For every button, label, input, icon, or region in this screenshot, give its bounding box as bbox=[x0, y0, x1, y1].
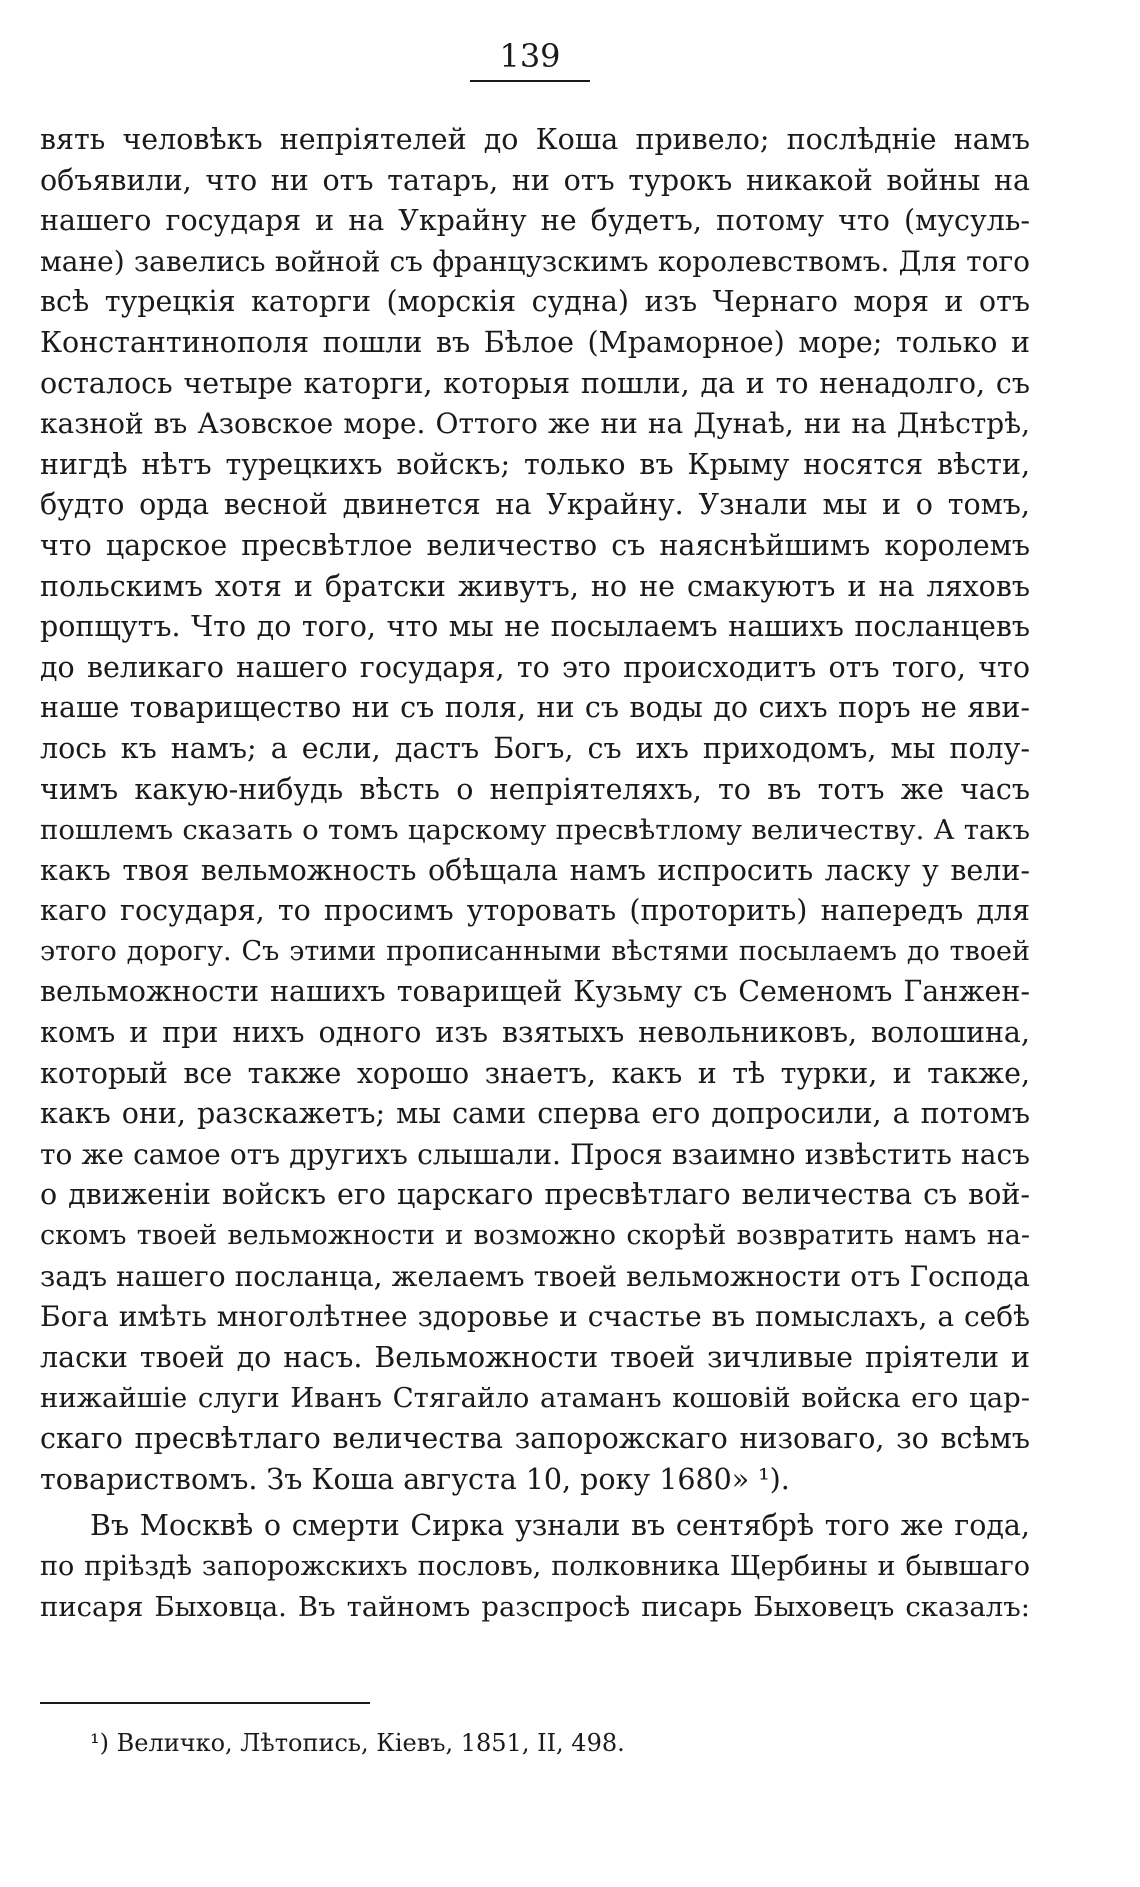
text-line: какъ они, разскажетъ; мы сами сперва его допросили, а потомъ bbox=[40, 1097, 1030, 1131]
body-text bbox=[40, 120, 1030, 1628]
text-line: товариствомъ. Зъ Коша августа 10, року 1680» ¹). bbox=[40, 1462, 790, 1496]
text-line: наше товарищество ни съ поля, ни съ воды до сихъ поръ не яви- bbox=[40, 691, 1030, 725]
footnote: ¹) Величко, Лѣтопись, Кіевъ, 1851, II, 498. bbox=[90, 1729, 625, 1757]
text-line: пошлемъ сказать о томъ царскому пресвѣтлому величеству. А такъ bbox=[40, 814, 1030, 847]
text-line: мане) завелись войной съ французскимъ королевствомъ. Для того bbox=[40, 244, 1030, 278]
text-line: лось къ намъ; а если, дастъ Богъ, съ ихъ приходомъ, мы полу- bbox=[40, 731, 1030, 765]
text-line: по пріѣздѣ запорожскихъ пословъ, полковника Щербины и бывшаго bbox=[40, 1550, 1030, 1582]
text-line: нашего государя и на Украйну не будетъ, потому что (мусуль- bbox=[40, 204, 1030, 238]
text-line: объявили, что ни отъ татаръ, ни отъ турокъ никакой войны на bbox=[40, 163, 1030, 197]
text-line: будто орда весной двинется на Украйну. Узнали мы и о томъ, bbox=[40, 488, 1030, 522]
text-line: ропщутъ. Что до того, что мы не посылаемъ нашихъ посланцевъ bbox=[40, 610, 1030, 644]
text-line: скомъ твоей вельможности и возможно скорѣй возвратить намъ на- bbox=[40, 1220, 1030, 1252]
text-line: комъ и при нихъ одного изъ взятыхъ невольниковъ, волошина, bbox=[40, 1016, 1030, 1050]
text-line: польскимъ хотя и братски живутъ, но не смакуютъ и на ляховъ bbox=[40, 569, 1030, 603]
text-line: каго государя, то просимъ уторовать (проторить) напередъ для bbox=[40, 894, 1030, 928]
text-line: скаго пресвѣтлаго величества запорожскаго низоваго, зо всѣмъ bbox=[40, 1422, 1030, 1455]
text-line: Константинополя пошли въ Бѣлое (Мраморное) море; только и bbox=[40, 325, 1030, 359]
text-line: чимъ какую-нибудь вѣсть о непріятеляхъ, то въ тотъ же часъ bbox=[40, 772, 1030, 806]
text-line: Въ Москвѣ о смерти Сирка узнали въ сентябрѣ того же года, bbox=[90, 1509, 1030, 1543]
text-line: до великаго нашего государя, то это происходитъ отъ того, что bbox=[40, 650, 1030, 684]
text-line: осталось четыре каторги, которыя пошли, да и то ненадолго, съ bbox=[40, 366, 1030, 400]
text-line: ласки твоей до насъ. Вельможности твоей зичливые пріятели и bbox=[40, 1340, 1030, 1374]
text-line: о движеніи войскъ его царскаго пресвѣтлаго величества съ вой- bbox=[40, 1178, 1030, 1212]
text-line: который все также хорошо знаетъ, какъ и тѣ турки, и также, bbox=[40, 1056, 1030, 1090]
text-line: нижайшіе слуги Иванъ Стягайло атаманъ кошовій войска его цар- bbox=[40, 1382, 1030, 1415]
text-line: вять человѣкъ непріятелей до Коша привело; послѣдніе намъ bbox=[40, 123, 1030, 156]
text-line: казной въ Азовское море. Оттого же ни на Дунаѣ, ни на Днѣстрѣ, bbox=[40, 407, 1030, 441]
text-line: писаря Быховца. Въ тайномъ разспросѣ писарь Быховецъ сказалъ: bbox=[40, 1591, 1030, 1624]
page-number: 139 bbox=[470, 34, 590, 82]
text-line: то же самое отъ другихъ слышали. Прося взаимно извѣстить насъ bbox=[40, 1137, 1030, 1171]
text-line: какъ твоя вельможность обѣщала намъ испросить ласку у вели- bbox=[40, 853, 1030, 887]
text-line: нигдѣ нѣтъ турецкихъ войскъ; только въ Крыму носятся вѣсти, bbox=[40, 447, 1030, 481]
footnote-divider bbox=[40, 1702, 370, 1704]
text-line: вельможности нашихъ товарищей Кузьму съ Семеномъ Ганжен- bbox=[40, 975, 1030, 1009]
text-line: задъ нашего посланца, желаемъ твоей вельможности отъ Господа bbox=[40, 1259, 1030, 1293]
text-line: всѣ турецкія каторги (морскія судна) изъ Чернаго моря и отъ bbox=[40, 285, 1030, 319]
text-line: этого дорогу. Съ этими прописанными вѣстями посылаемъ до твоей bbox=[40, 935, 1030, 967]
text-line: что царское пресвѣтлое величество съ наяснѣйшимъ королемъ bbox=[40, 528, 1030, 562]
text-line: Бога имѣть многолѣтнее здоровье и счастье въ помыслахъ, а себѣ bbox=[40, 1300, 1030, 1334]
